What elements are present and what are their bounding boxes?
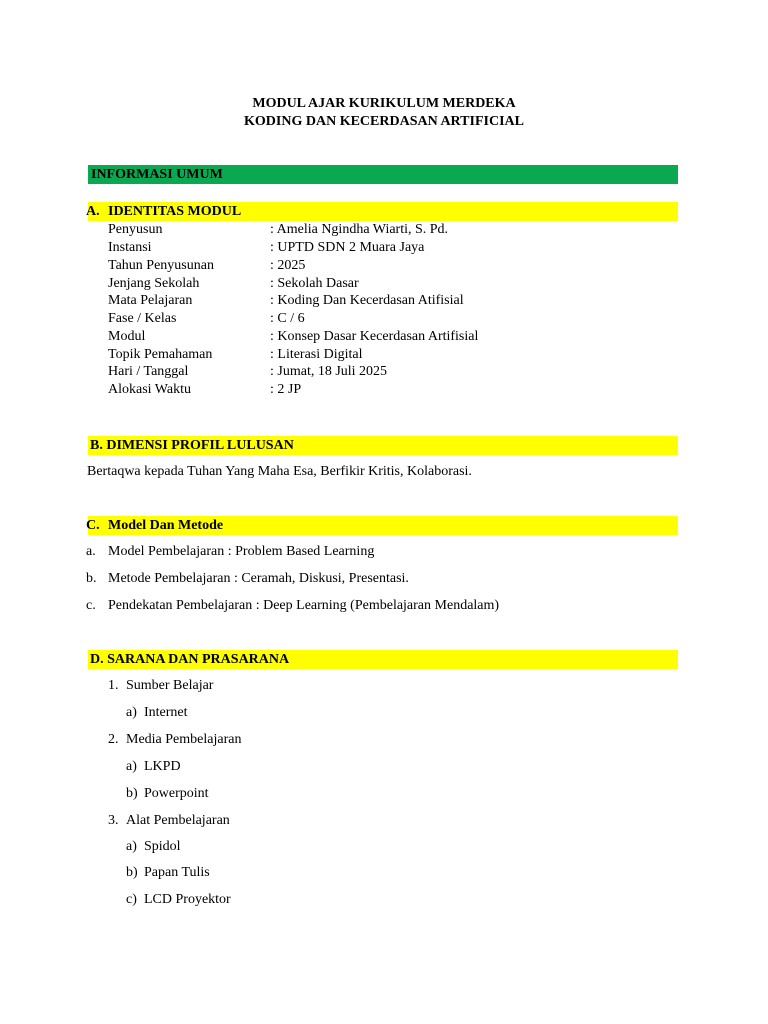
section-number: C. xyxy=(86,518,100,533)
section-header-b xyxy=(88,436,678,455)
identitas-value: : 2025 xyxy=(270,258,306,273)
profil-lulusan-text: Bertaqwa kepada Tuhan Yang Maha Esa, Berfikir Kritis, Kolaborasi. xyxy=(87,464,472,479)
list-text: Media Pembelajaran xyxy=(126,732,242,747)
list-marker: 2. xyxy=(108,732,119,747)
section-title: Model Dan Metode xyxy=(108,518,224,533)
list-marker: a. xyxy=(86,544,96,559)
identitas-key: Modul xyxy=(108,329,146,344)
section-header-label: INFORMASI UMUM xyxy=(91,167,223,182)
list-marker: a) xyxy=(126,705,137,720)
document-title-line2: KODING DAN KECERDASAN ARTIFICIAL xyxy=(244,114,524,129)
list-text: LCD Proyektor xyxy=(144,892,231,907)
list-text: Spidol xyxy=(144,839,181,854)
section-header-d xyxy=(88,650,678,669)
section-header-c xyxy=(88,516,678,535)
list-marker: a) xyxy=(126,759,137,774)
list-text: Alat Pembelajaran xyxy=(126,813,230,828)
section-header-a xyxy=(88,202,678,221)
list-text: Internet xyxy=(144,705,188,720)
section-title: D. SARANA DAN PRASARANA xyxy=(90,652,290,667)
list-text: Powerpoint xyxy=(144,786,209,801)
identitas-value: : UPTD SDN 2 Muara Jaya xyxy=(270,240,425,255)
identitas-value: : Jumat, 18 Juli 2025 xyxy=(270,364,388,379)
list-text: Model Pembelajaran : Problem Based Learning xyxy=(108,544,375,559)
list-text: Papan Tulis xyxy=(144,865,210,880)
section-number: A. xyxy=(86,204,100,219)
identitas-value: : Literasi Digital xyxy=(270,347,363,362)
list-marker: a) xyxy=(126,839,137,854)
list-text: Pendekatan Pembelajaran : Deep Learning (Pembelajaran Mendalam) xyxy=(108,598,500,613)
identitas-value: : Konsep Dasar Kecerdasan Artifisial xyxy=(270,329,479,344)
identitas-value: : Amelia Ngindha Wiarti, S. Pd. xyxy=(270,222,449,237)
identitas-key: Hari / Tanggal xyxy=(108,364,189,379)
list-marker: b. xyxy=(86,571,97,586)
document-title-line1: MODUL AJAR KURIKULUM MERDEKA xyxy=(252,96,516,111)
list-marker: 3. xyxy=(108,813,119,828)
list-text: Metode Pembelajaran : Ceramah, Diskusi, Presentasi. xyxy=(108,571,409,586)
list-text: Sumber Belajar xyxy=(126,678,214,693)
identitas-value: : Sekolah Dasar xyxy=(270,276,359,291)
identitas-key: Alokasi Waktu xyxy=(108,382,191,397)
list-marker: c) xyxy=(126,892,137,907)
section-title: B. DIMENSI PROFIL LULUSAN xyxy=(90,438,294,453)
identitas-value: : Koding Dan Kecerdasan Atifisial xyxy=(270,293,464,308)
identitas-key: Fase / Kelas xyxy=(108,311,177,326)
list-marker: c. xyxy=(86,598,96,613)
list-marker: b) xyxy=(126,786,138,801)
list-text: LKPD xyxy=(144,759,181,774)
identitas-key: Jenjang Sekolah xyxy=(108,276,200,291)
section-title: IDENTITAS MODUL xyxy=(108,204,242,219)
identitas-key: Tahun Penyusunan xyxy=(108,258,214,273)
identitas-value: : 2 JP xyxy=(270,382,302,397)
list-marker: 1. xyxy=(108,678,119,693)
identitas-key: Instansi xyxy=(108,240,152,255)
section-header-informasi-umum xyxy=(88,165,678,184)
identitas-value: : C / 6 xyxy=(270,311,305,326)
list-marker: b) xyxy=(126,865,138,880)
identitas-key: Mata Pelajaran xyxy=(108,293,193,308)
identitas-key: Topik Pemahaman xyxy=(108,347,213,362)
identitas-key: Penyusun xyxy=(108,222,163,237)
